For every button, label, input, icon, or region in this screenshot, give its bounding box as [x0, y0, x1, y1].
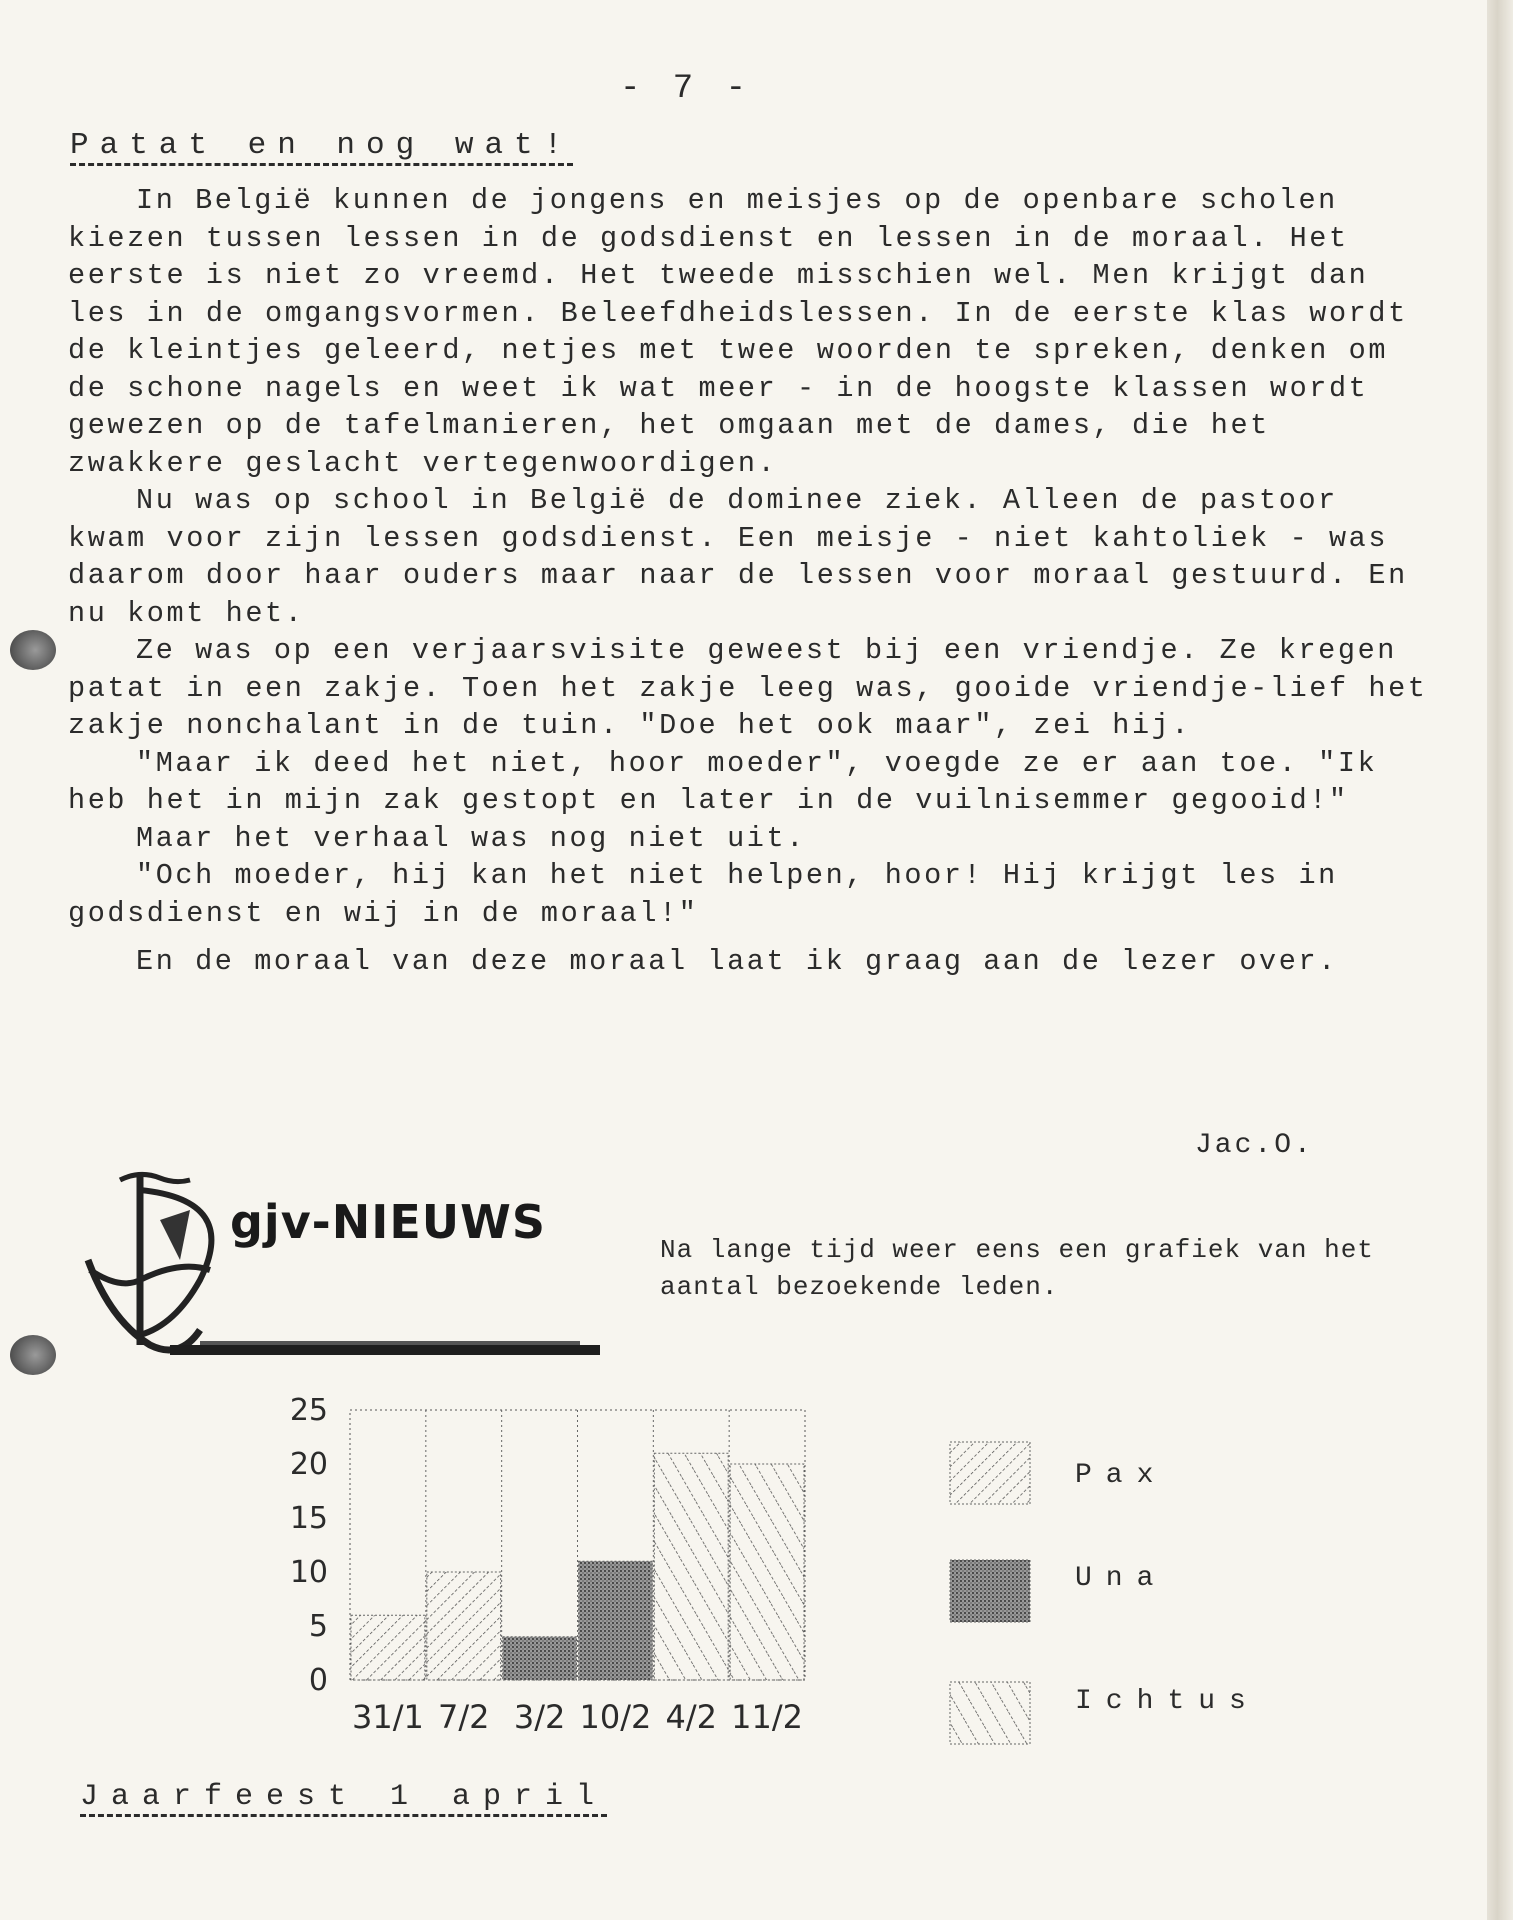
article-paragraph: Ze was op een verjaarsvisite geweest bij een vriendje. Ze kregen patat in een zakje. Toen het zakje leeg was, gooide vriendje-lief het zakje nonchalant in de tuin. "Doe het ook maar", zei hij. — [68, 634, 1428, 742]
article-paragraph: En de moraal van deze moraal laat ik graag aan de lezer over. — [136, 945, 1338, 978]
article-paragraph: In België kunnen de jongens en meisjes op de openbare scholen kiezen tussen lessen in de godsdienst en lessen in de moraal. Het eerste is niet zo vreemd. Het tweede misschien wel. Men krijgt dan les in de omgangsvormen. Beleefdheidslessen. In de eerste klas wordt de kleintjes geleerd, netjes met twee woorden te spreken, denken om de schone nagels en weet ik wat meer - in de hoogste klassen wordt gewezen op de tafelmanieren, het omgaan met de dames, die het zwakkere geslacht vertegenwoordigen. — [68, 184, 1408, 480]
article-body — [68, 182, 1428, 981]
x-tick-label: 4/2 — [665, 1698, 717, 1736]
x-tick-label: 31/1 — [351, 1698, 424, 1736]
chart-legend-swatches — [948, 1440, 1038, 1750]
legend-label-una: Una — [1075, 1563, 1168, 1594]
next-article-title: Jaarfeest 1 april — [80, 1780, 608, 1814]
bar-una-3 — [579, 1561, 653, 1680]
signature: Jac.O. — [1195, 1130, 1314, 1161]
y-tick-label: 5 — [308, 1609, 328, 1644]
article-paragraph: Nu was op school in België de dominee ziek. Alleen de pastoor kwam voor zijn lessen godsdienst. Een meisje - niet kahtoliek - was daarom door haar ouders maar naar de lessen voor moraal gestuurd. En nu komt het. — [68, 484, 1408, 630]
legend-swatch-pax — [950, 1442, 1030, 1504]
bar-pax-1 — [427, 1572, 501, 1680]
news-intro: Na lange tijd weer eens een grafiek van het aantal bezoekende leden. — [660, 1235, 1374, 1302]
article-paragraph: "Maar ik deed het niet, hoor moeder", voegde ze er aan toe. "Ik heb het in mijn zak gestopt en later in de vuilnisemmer gegooid!" — [68, 746, 1378, 817]
punch-hole-bottom — [10, 1335, 56, 1375]
legend-swatch-una — [950, 1560, 1030, 1622]
bar-pax-0 — [351, 1615, 425, 1680]
y-tick-label: 25 — [289, 1393, 328, 1428]
legend-swatch-ichtus — [950, 1682, 1030, 1744]
x-tick-label: 7/2 — [438, 1698, 490, 1736]
article-title: Patat en nog wat! — [70, 128, 574, 163]
y-tick-label: 20 — [289, 1447, 328, 1482]
article-paragraph: "Och moeder, hij kan het niet helpen, hoor! Hij krijgt les in godsdienst en wij in de moraal!" — [68, 859, 1338, 930]
visitors-bar-chart — [280, 1370, 840, 1750]
y-tick-label: 0 — [308, 1663, 328, 1698]
bar-una-2 — [503, 1637, 577, 1680]
y-tick-label: 15 — [289, 1501, 328, 1536]
y-tick-label: 10 — [289, 1555, 328, 1590]
x-tick-label: 3/2 — [513, 1698, 566, 1736]
page-edge — [1487, 0, 1513, 1920]
gjv-nieuws-logo-text: gjv-NIEUWS — [230, 1195, 547, 1249]
legend-label-ichtus: Ichtus — [1075, 1686, 1260, 1717]
x-tick-label: 10/2 — [579, 1698, 652, 1736]
punch-hole-top — [10, 630, 56, 670]
legend-label-pax: Pax — [1075, 1460, 1168, 1491]
x-tick-label: 11/2 — [731, 1698, 804, 1736]
article-paragraph: Maar het verhaal was nog niet uit. — [136, 821, 806, 855]
page-number: - 7 - — [620, 70, 753, 108]
bar-ichtus-4 — [654, 1453, 728, 1680]
gjv-logo-emblem — [80, 1160, 610, 1370]
bar-ichtus-5 — [730, 1464, 804, 1680]
